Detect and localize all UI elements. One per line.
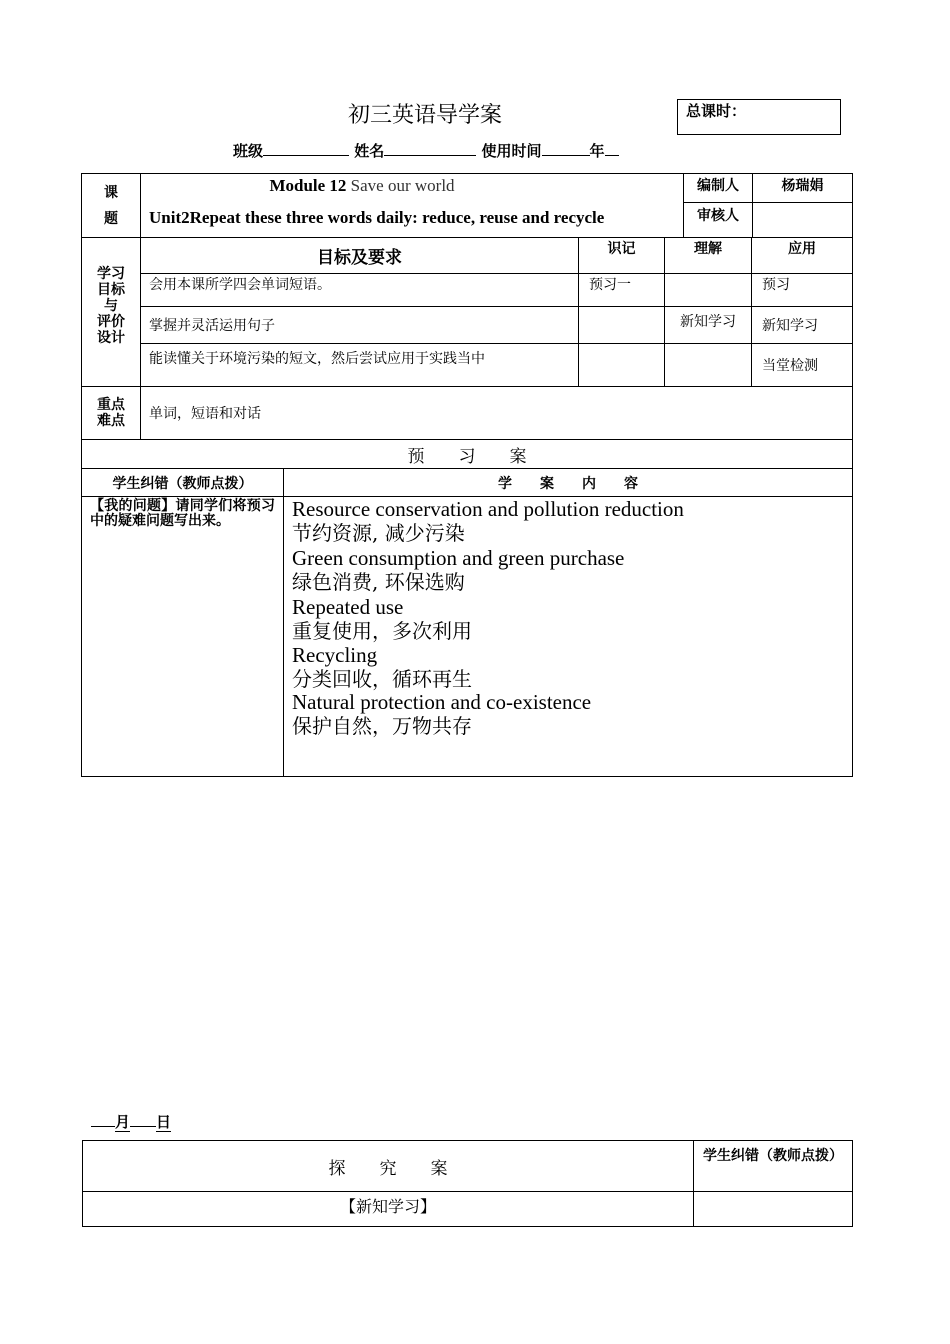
content-item [292,498,852,545]
correction-cell [694,1192,853,1227]
right-col-header: 学 案 内 容 [284,469,853,497]
unit-title: Unit2Repeat these three words daily: reduce, reuse and recycle [149,208,605,227]
content-cn: 分类回收，循环再生 [292,667,472,691]
goal-apply: 当堂检测 [752,344,853,387]
goal-understand [665,274,752,307]
module-title [41,174,683,196]
module-bold: Module 12 [269,176,347,195]
month-blank [91,1110,115,1127]
goals-header: 目标及要求 [141,238,579,274]
preview-title: 预 习 案 [82,440,853,469]
content-en: Recycling [292,643,378,667]
col-memorize: 识记 [579,238,665,274]
topic-label: 课 题 [82,174,141,238]
goal-text: 掌握并灵活运用句子 [141,307,579,344]
editor-name: 杨瑞娟 [753,174,853,203]
module-rest: Save our world [346,176,455,195]
content-item [292,691,852,738]
new-knowledge-heading: 【新知学习】 [83,1192,694,1227]
month-label: 月 [115,1113,131,1131]
year-label: 年 [589,142,605,160]
header-table [81,173,853,238]
content-cell [284,497,853,777]
time-blank [542,139,590,156]
preview-table [81,439,853,777]
content-item [292,596,852,643]
content-en: Resource conservation and pollution reduction [292,497,684,521]
total-hours-label: 总课时： [686,102,747,120]
content-cn: 保护自然，万物共存 [292,714,472,738]
goal-apply: 新知学习 [752,307,853,344]
content-cn: 绿色消费, 环保选购 [292,570,465,594]
topic-cell [141,174,684,238]
content-item [292,644,852,691]
goal-memorize [579,307,665,344]
explore-table [82,1140,853,1227]
goals-table [81,237,853,440]
key-label: 重点 难点 [82,387,141,440]
explore-title: 探 究 案 [83,1141,694,1192]
goal-text: 会用本课所学四会单词短语。 [141,274,579,307]
reviewer-name [753,203,853,238]
name-blank [384,139,476,156]
goal-row [82,274,853,307]
goal-understand [665,344,752,387]
goal-memorize [579,344,665,387]
my-question: 【我的问题】请同学们将预习中的疑难问题写出来。 [82,497,284,777]
meta-line [233,139,619,161]
col-understand: 理解 [665,238,752,274]
correction-label: 学生纠错（教师点拨） [694,1141,853,1192]
content-en: Natural protection and co-existence [292,690,592,714]
content-cn: 节约资源, 减少污染 [292,521,465,545]
goal-memorize: 预习一 [579,274,665,307]
total-hours-box [677,99,841,135]
editor-label: 编制人 [684,174,753,203]
year-blank [605,139,619,156]
page-title: 初三英语导学案 [347,103,502,128]
class-blank [263,139,349,156]
goal-apply: 预习 [752,274,853,307]
day-label: 日 [156,1113,172,1131]
col-apply: 应用 [752,238,853,274]
goals-label: 学习 目标 与 评价 设计 [82,238,141,387]
content-en: Repeated use [292,595,404,619]
goal-text: 能读懂关于环境污染的短文，然后尝试应用于实践当中 [141,344,579,387]
class-label: 班级 [233,142,264,160]
day-blank [130,1110,156,1127]
content-en: Green consumption and green purchase [292,546,625,570]
time-label: 使用时间 [481,142,542,160]
reviewer-label: 审核人 [684,203,753,238]
date-line [91,1110,171,1132]
content-cn: 重复使用，多次利用 [292,619,472,643]
goal-understand: 新知学习 [665,307,752,344]
content-item [292,547,852,594]
left-col-header: 学生纠错（教师点拨） [82,469,284,497]
goal-row [82,344,853,387]
goal-row [82,307,853,344]
name-label: 姓名 [354,142,385,160]
key-text: 单词，短语和对话 [141,387,853,440]
